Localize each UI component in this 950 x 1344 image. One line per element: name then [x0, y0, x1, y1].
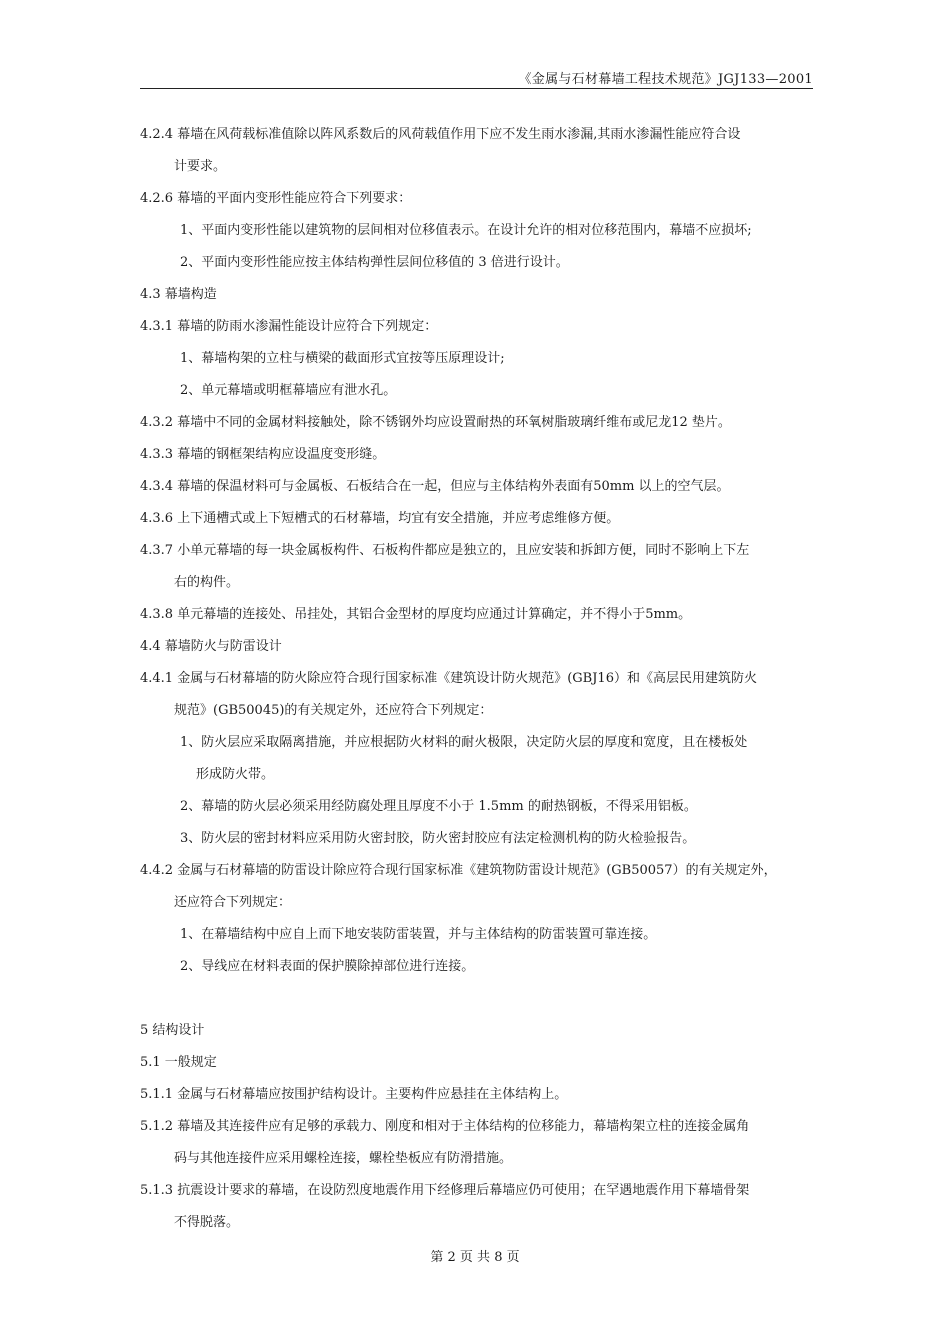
section-4-4-heading: 4.4 幕墙防火与防雷设计: [140, 639, 282, 654]
list-item: 1、幕墙构架的立柱与横梁的截面形式宜按等压原理设计;: [180, 351, 505, 366]
list-item: 3、防火层的密封材料应采用防火密封胶，防火密封胶应有法定检测机构的防火检验报告。: [180, 831, 696, 846]
page-footer: 第 2 页 共 8 页: [430, 1250, 520, 1265]
clause-4-3-2: 4.3.2 幕墙中不同的金属材料接触处，除不锈钢外均应设置耐热的环氧树脂玻璃纤维布或尼龙12 垫片。: [140, 415, 731, 430]
list-item: 2、单元幕墙或明框幕墙应有泄水孔。: [180, 383, 397, 398]
clause-5-1-1: 5.1.1 金属与石材幕墙应按围护结构设计。主要构件应悬挂在主体结构上。: [140, 1087, 568, 1102]
list-item: 1、在幕墙结构中应自上而下地安装防雷装置，并与主体结构的防雷装置可靠连接。: [180, 927, 657, 942]
chapter-5-heading: 5 结构设计: [140, 1023, 205, 1038]
list-item: 1、平面内变形性能以建筑物的层间相对位移值表示。在设计允许的相对位移范围内，幕墙不应损坏;: [180, 223, 752, 238]
clause-4-3-3: 4.3.3 幕墙的钢框架结构应设温度变形缝。: [140, 447, 386, 462]
clause-4-4-2: 4.4.2 金属与石材幕墙的防雷设计除应符合现行国家标准《建筑物防雷设计规范》(GB50057）的有关规定外，: [140, 863, 777, 878]
clause-4-4-2-cont: 还应符合下列规定：: [174, 895, 292, 910]
clause-4-2-4-cont: 计要求。: [174, 159, 227, 174]
clause-4-2-6: 4.2.6 幕墙的平面内变形性能应符合下列要求：: [140, 191, 412, 206]
clause-4-3-1: 4.3.1 幕墙的防雨水渗漏性能设计应符合下列规定：: [140, 319, 438, 334]
clause-4-4-1: 4.4.1 金属与石材幕墙的防火除应符合现行国家标准《建筑设计防火规范》(GBJ16）和《高层民用建筑防火: [140, 671, 757, 686]
list-item: 2、幕墙的防火层必须采用经防腐处理且厚度不小于 1.5mm 的耐热钢板，不得采用铝板。: [180, 799, 697, 814]
clause-4-3-6: 4.3.6 上下通槽式或上下短槽式的石材幕墙，均宜有安全措施，并应考虑维修方便。: [140, 511, 620, 526]
section-4-3-heading: 4.3 幕墙构造: [140, 287, 217, 302]
clause-5-1-3: 5.1.3 抗震设计要求的幕墙，在设防烈度地震作用下经修理后幕墙应仍可使用；在罕遇地震作用下幕墙骨架: [140, 1183, 750, 1198]
clause-5-1-2-cont: 码与其他连接件应采用螺栓连接，螺栓垫板应有防滑措施。: [174, 1151, 513, 1166]
list-item: 2、导线应在材料表面的保护膜除掉部位进行连接。: [180, 959, 475, 974]
clause-4-4-1-cont: 规范》(GB50045)的有关规定外，还应符合下列规定：: [174, 703, 493, 718]
list-item: 2、平面内变形性能应按主体结构弹性层间位移值的 3 倍进行设计。: [180, 255, 569, 270]
section-5-1-heading: 5.1 一般规定: [140, 1055, 217, 1070]
clause-4-2-4: 4.2.4 幕墙在风荷载标准值除以阵风系数后的风荷载值作用下应不发生雨水渗漏,其雨水渗漏性能应符合设: [140, 127, 741, 142]
clause-4-3-4: 4.3.4 幕墙的保温材料可与金属板、石板结合在一起，但应与主体结构外表面有50mm 以上的空气层。: [140, 479, 730, 494]
clause-4-3-7: 4.3.7 小单元幕墙的每一块金属板构件、石板构件都应是独立的，且应安装和拆卸方便，同时不影响上下左: [140, 543, 750, 558]
list-item: 1、防火层应采取隔离措施，并应根据防火材料的耐火极限，决定防火层的厚度和宽度，且在楼板处: [180, 735, 748, 750]
clause-4-3-7-cont: 右的构件。: [174, 575, 240, 590]
clause-5-1-2: 5.1.2 幕墙及其连接件应有足够的承载力、刚度和相对于主体结构的位移能力，幕墙构架立柱的连接金属角: [140, 1119, 750, 1134]
header-rule: [140, 88, 813, 89]
list-item-cont: 形成防火带。: [196, 767, 275, 782]
page-header: 《金属与石材幕墙工程技术规范》JGJ133—2001: [518, 72, 813, 87]
clause-5-1-3-cont: 不得脱落。: [174, 1215, 240, 1230]
clause-4-3-8: 4.3.8 单元幕墙的连接处、吊挂处，其铝合金型材的厚度均应通过计算确定，并不得小于5mm。: [140, 607, 692, 622]
